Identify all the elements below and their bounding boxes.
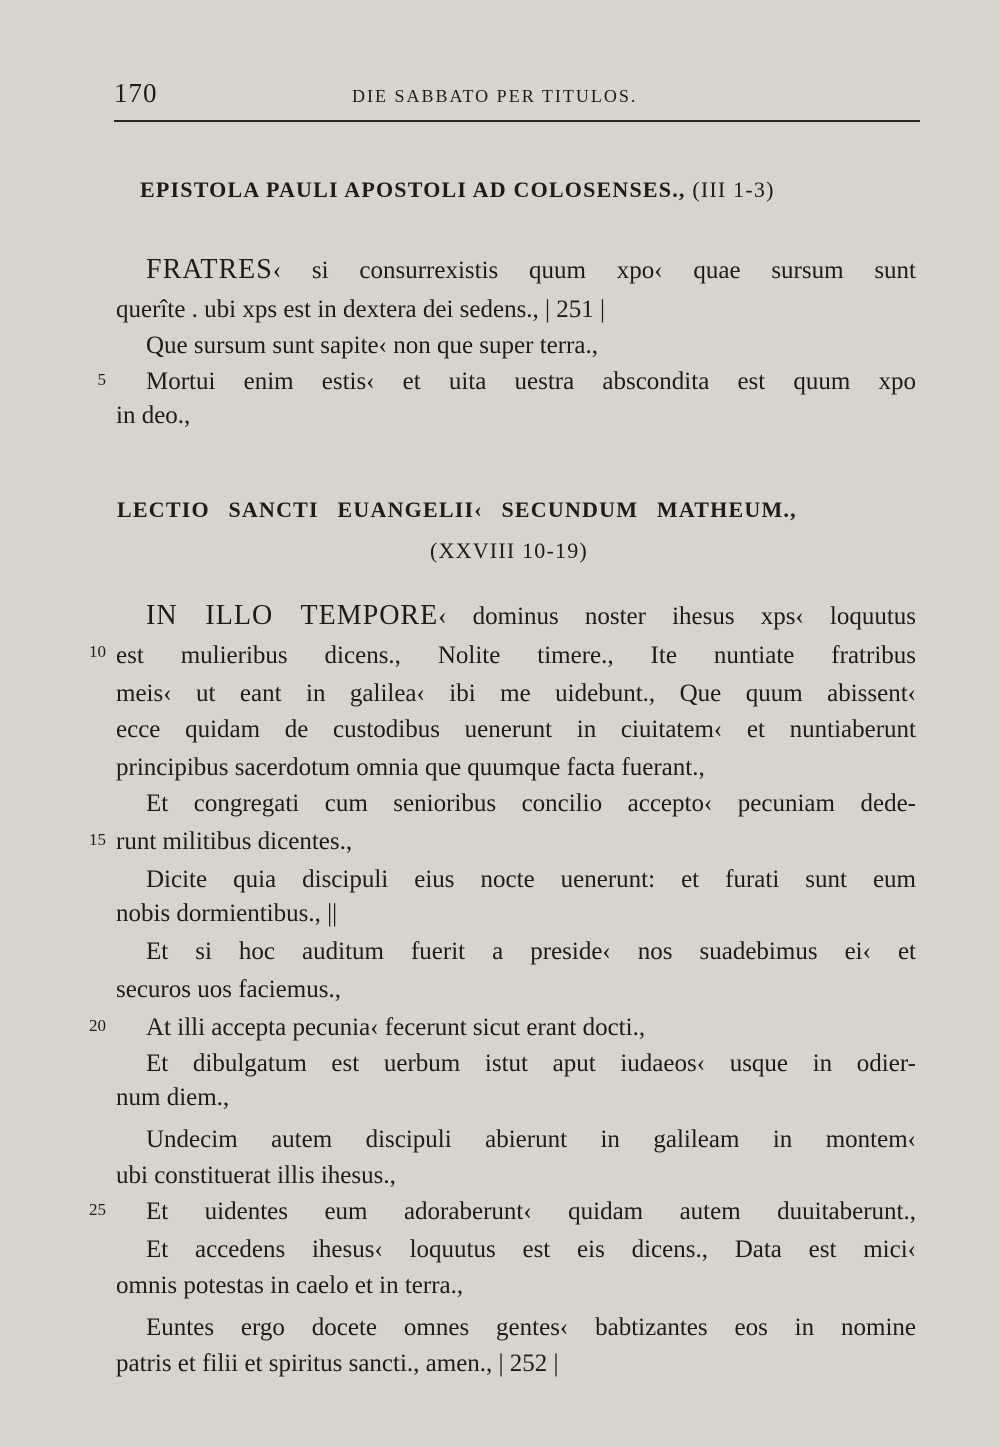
line-number: 15	[89, 830, 106, 849]
running-title: DIE SABBATO PER TITULOS.	[352, 86, 638, 106]
text-line: in deo.,	[116, 402, 191, 429]
text-line: Euntes ergo docete omnes gentes‹ babtizantes eos in nomine	[146, 1314, 916, 1341]
epistle-reference: (III 1-3)	[692, 177, 775, 202]
text-line: Que sursum sunt sapite‹ non que super terra.,	[146, 332, 598, 359]
text-line: FRATRES‹ si consurrexistis quum xpo‹ quae sursum sunt	[146, 254, 916, 285]
page-number: 170	[114, 78, 158, 108]
text-line: est mulieribus dicens., Nolite timere., Ite nuntiate fratribus	[116, 642, 916, 669]
text-line: Et accedens ihesus‹ loquutus est eis dicens., Data est mici‹	[146, 1236, 916, 1263]
text-line: At illi accepta pecunia‹ fecerunt sicut erant docti.,	[146, 1014, 646, 1041]
text-line: Et si hoc auditum fuerit a preside‹ nos suadebimus ei‹ et	[146, 938, 916, 965]
text-line: Et congregati cum senioribus concilio accepto‹ pecuniam dede-	[146, 790, 916, 817]
text-line: Undecim autem discipuli abierunt in galileam in montem‹	[146, 1126, 916, 1153]
text-line: meis‹ ut eant in galilea‹ ibi me uidebunt., Que quum abissent‹	[116, 680, 916, 707]
text-line: securos uos faciemus.,	[116, 976, 341, 1003]
epistle-heading	[140, 177, 775, 203]
line-number: 5	[97, 370, 106, 389]
text-line: IN ILLO TEMPORE‹ dominus noster ihesus xps‹ loquutus	[146, 600, 917, 631]
text-line: ecce quidam de custodibus uenerunt in ciuitatem‹ et nuntiaberunt	[116, 716, 916, 743]
epistle-heading-text: EPISTOLA PAULI APOSTOLI AD COLOSENSES.,	[140, 177, 686, 202]
gospel-reference: (XXVIII 10-19)	[430, 538, 588, 563]
text-line: querîte . ubi xps est in dextera dei sedens., | 251 |	[116, 296, 606, 323]
text-line: omnis potestas in caelo et in terra.,	[116, 1272, 464, 1299]
line-number: 25	[89, 1200, 106, 1219]
header-rule	[114, 120, 920, 122]
text-line: principibus sacerdotum omnia que quumque facta fuerant.,	[116, 754, 705, 781]
text-line: nobis dormientibus., ||	[116, 900, 338, 927]
text-line: Et dibulgatum est uerbum istut aput iudaeos‹ usque in odier-	[146, 1050, 916, 1077]
opening-word: FRATRES	[146, 254, 273, 285]
text-line: Mortui enim estis‹ et uita uestra abscondita est quum xpo	[146, 368, 916, 395]
text-line: runt militibus dicentes.,	[116, 828, 353, 855]
gospel-heading: LECTIO SANCTI EUANGELII‹ SECUNDUM MATHEUM.,	[117, 497, 797, 522]
text-line: patris et filii et spiritus sancti., amen., | 252 |	[116, 1350, 559, 1377]
text-line: Et uidentes eum adoraberunt‹ quidam autem duuitaberunt.,	[146, 1198, 916, 1225]
text-line: Dicite quia discipuli eius nocte uenerunt: et furati sunt eum	[146, 866, 916, 893]
line-number: 20	[89, 1016, 106, 1035]
opening-words: IN ILLO TEMPORE	[146, 600, 439, 631]
text-line: ubi constituerat illis ihesus.,	[116, 1162, 396, 1189]
line-number: 10	[89, 642, 106, 661]
text-line: num diem.,	[116, 1084, 230, 1111]
